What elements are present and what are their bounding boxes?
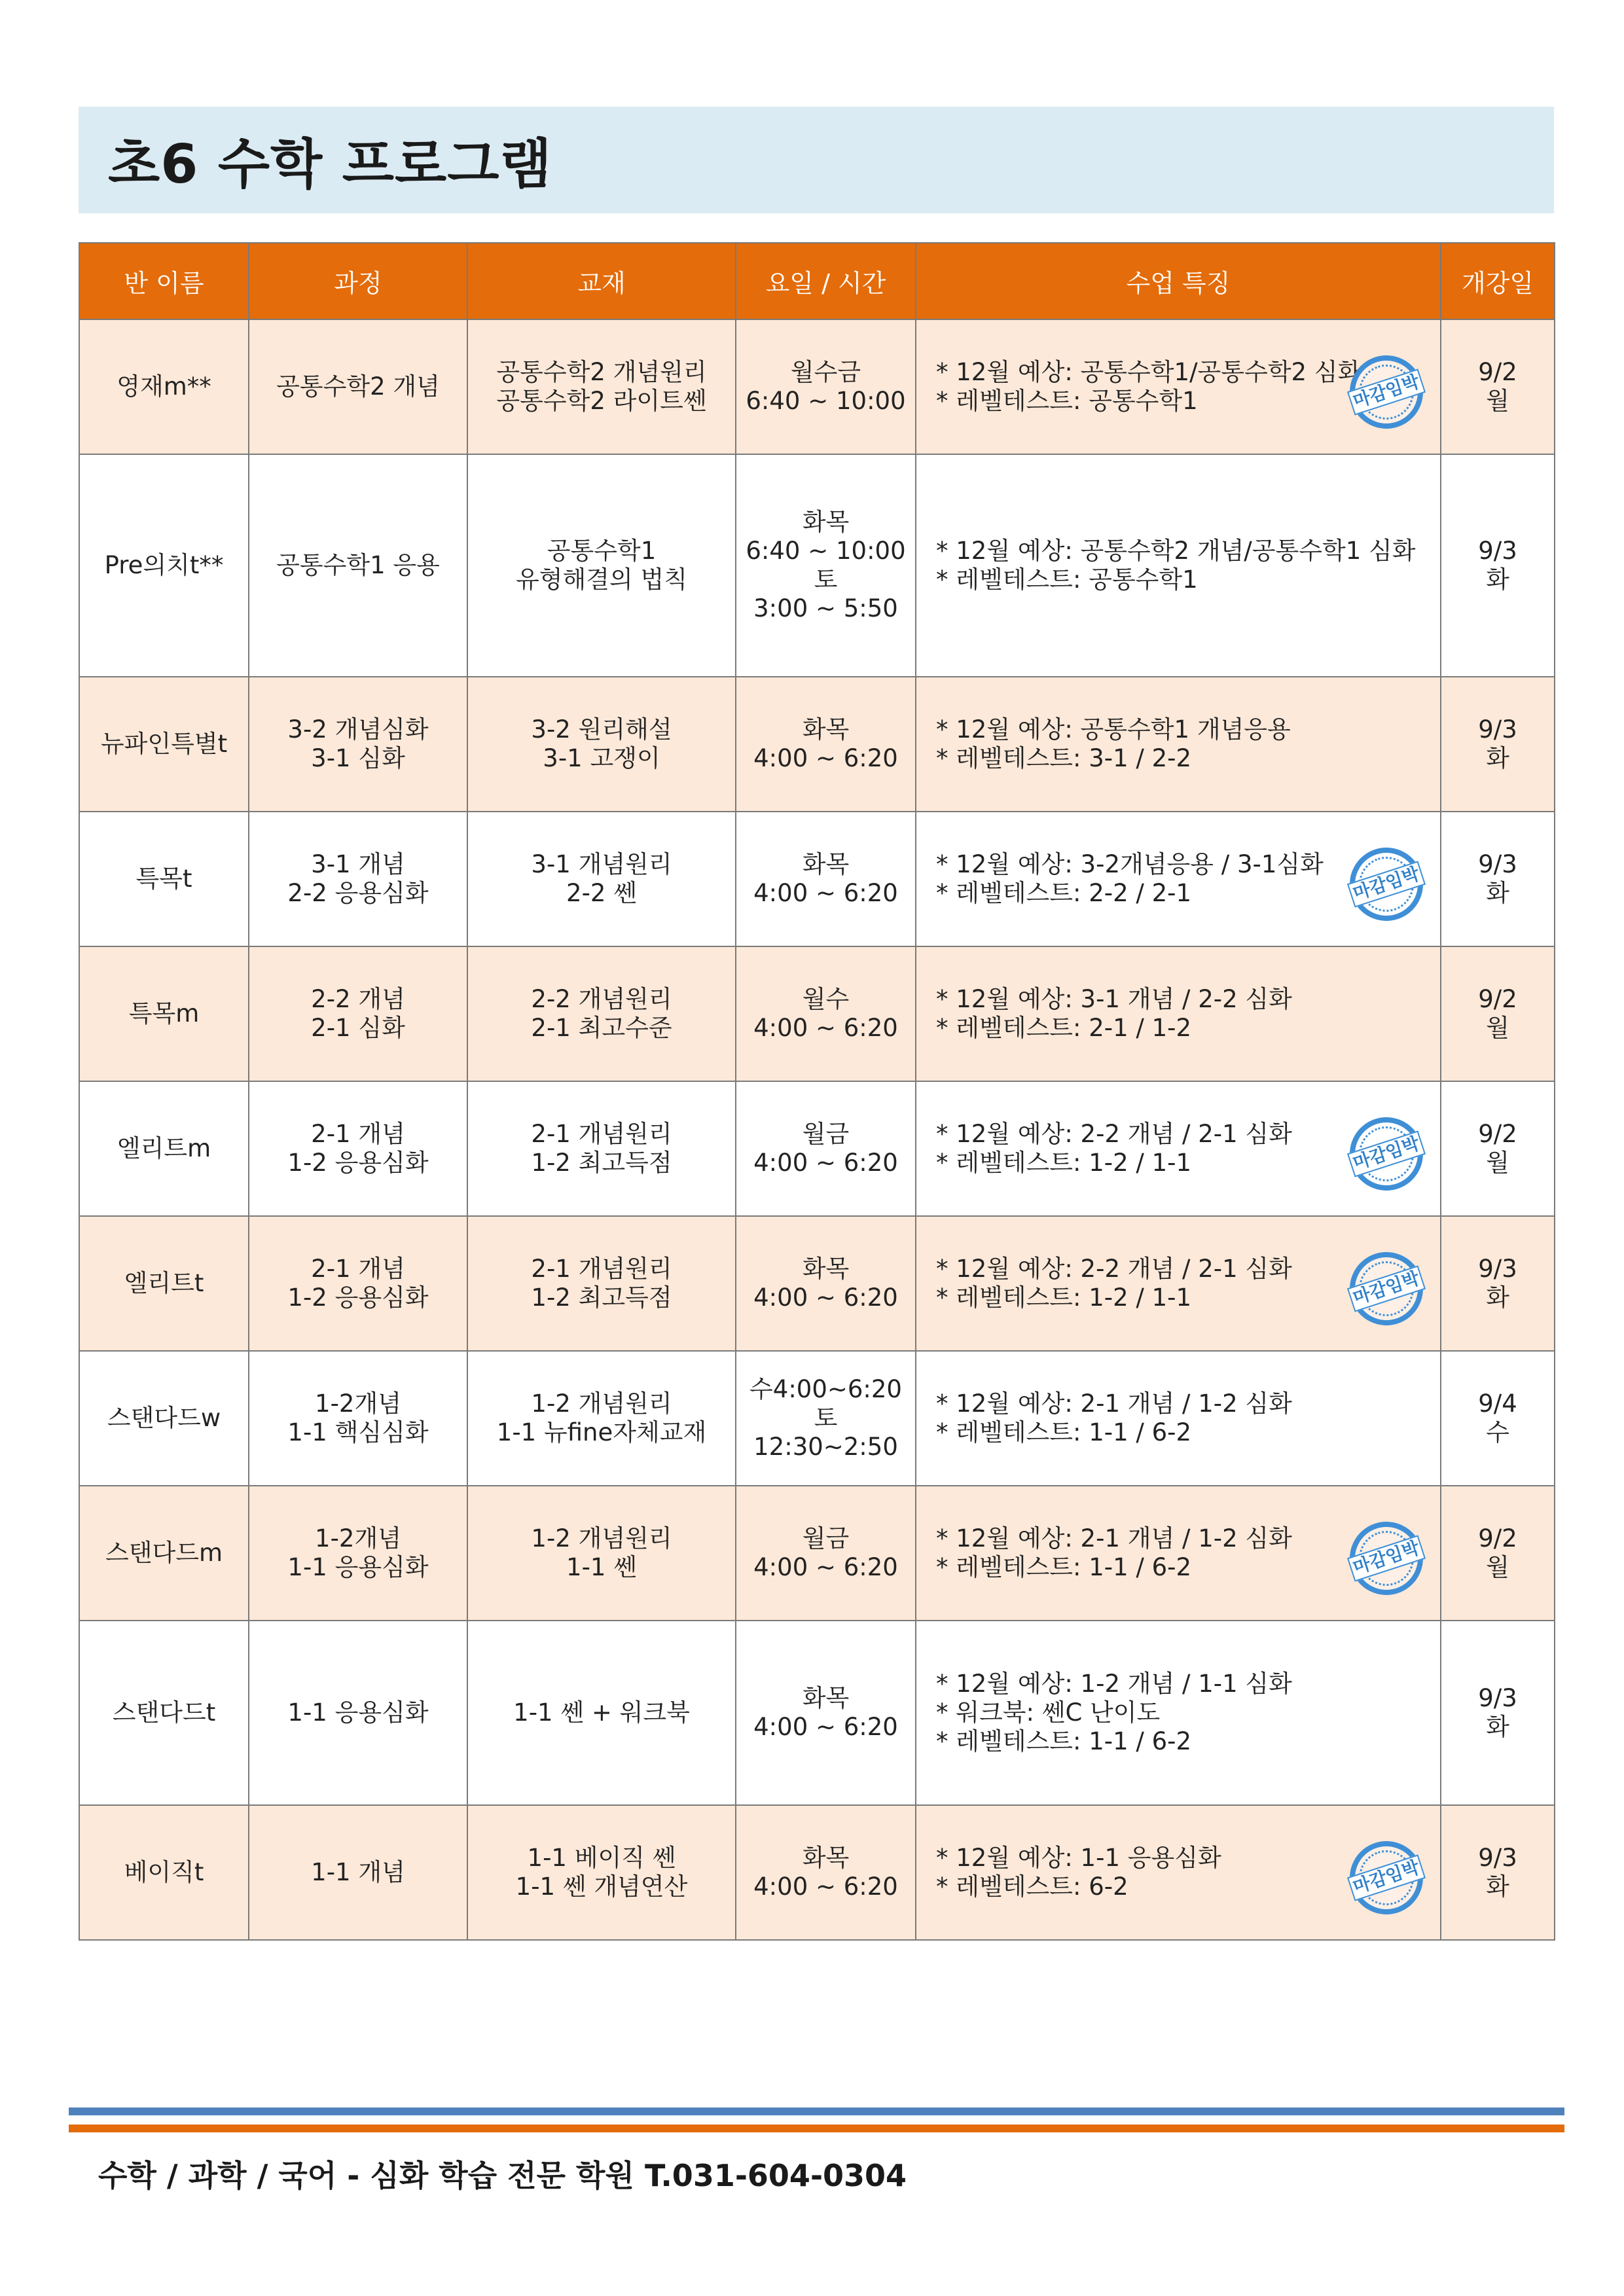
cell-schedule: 월금 4:00 ~ 6:20 <box>736 1486 916 1621</box>
cell-start-date: 9/3 화 <box>1441 1621 1555 1805</box>
header-features: 수업 특징 <box>916 243 1441 319</box>
cell-features: * 12월 예상: 2-1 개념 / 1-2 심화 * 레벨테스트: 1-1 / 6-2 <box>916 1351 1441 1486</box>
closing-soon-stamp <box>1340 1242 1432 1335</box>
cell-textbook: 3-2 원리해설 3-1 고쟁이 <box>467 677 736 812</box>
table-row <box>79 1621 1555 1805</box>
cell-start-date: 9/2 월 <box>1441 1081 1555 1216</box>
cell-features: * 12월 예상: 1-1 응용심화 * 레벨테스트: 6-2 마감임박 <box>916 1805 1441 1940</box>
footer-divider-blue <box>69 2108 1564 2115</box>
cell-start-date: 9/3 화 <box>1441 812 1555 946</box>
table-row <box>79 1216 1555 1351</box>
cell-course: 1-1 개념 <box>249 1805 467 1940</box>
cell-course: 2-2 개념 2-1 심화 <box>249 946 467 1081</box>
cell-start-date: 9/2 월 <box>1441 946 1555 1081</box>
cell-class-name: 베이직t <box>79 1805 249 1940</box>
cell-textbook: 공통수학2 개념원리 공통수학2 라이트쎈 <box>467 319 736 454</box>
cell-class-name: 스탠다드t <box>79 1621 249 1805</box>
cell-schedule: 월수금 6:40 ~ 10:00 <box>736 319 916 454</box>
cell-features: * 12월 예상: 3-1 개념 / 2-2 심화 * 레벨테스트: 2-1 / 1-2 <box>916 946 1441 1081</box>
header-schedule: 요일 / 시간 <box>736 243 916 319</box>
cell-textbook: 2-2 개념원리 2-1 최고수준 <box>467 946 736 1081</box>
table-row <box>79 454 1555 677</box>
cell-start-date: 9/4 수 <box>1441 1351 1555 1486</box>
cell-schedule: 화목 4:00 ~ 6:20 <box>736 1621 916 1805</box>
header-course: 과정 <box>249 243 467 319</box>
table-row <box>79 319 1555 454</box>
table-row <box>79 1486 1555 1621</box>
cell-features: * 12월 예상: 공통수학1 개념응용 * 레벨테스트: 3-1 / 2-2 <box>916 677 1441 812</box>
cell-start-date: 9/3 화 <box>1441 454 1555 677</box>
cell-class-name: 엘리트m <box>79 1081 249 1216</box>
cell-course: 공통수학2 개념 <box>249 319 467 454</box>
table-header-row <box>79 243 1555 319</box>
cell-features: * 12월 예상: 1-2 개념 / 1-1 심화 * 워크북: 쎈C 난이도 * 레벨테스트: 1-1 / 6-2 <box>916 1621 1441 1805</box>
cell-textbook: 1-1 쎈 + 워크북 <box>467 1621 736 1805</box>
table-row <box>79 677 1555 812</box>
cell-textbook: 1-1 베이직 쎈 1-1 쎈 개념연산 <box>467 1805 736 1940</box>
cell-class-name: 영재m** <box>79 319 249 454</box>
program-table <box>79 242 1555 1941</box>
footer-divider-orange <box>69 2125 1564 2132</box>
header-start-date: 개강일 <box>1441 243 1555 319</box>
stamp-label: 마감임박 <box>1347 1130 1426 1177</box>
cell-textbook: 2-1 개념원리 1-2 최고득점 <box>467 1216 736 1351</box>
cell-features: * 12월 예상: 공통수학1/공통수학2 심화 * 레벨테스트: 공통수학1 마감임박 <box>916 319 1441 454</box>
cell-schedule: 화목 4:00 ~ 6:20 <box>736 812 916 946</box>
cell-schedule: 화목 4:00 ~ 6:20 <box>736 677 916 812</box>
cell-start-date: 9/2 월 <box>1441 319 1555 454</box>
cell-start-date: 9/2 월 <box>1441 1486 1555 1621</box>
cell-schedule: 월금 4:00 ~ 6:20 <box>736 1081 916 1216</box>
cell-textbook: 1-2 개념원리 1-1 뉴fine자체교재 <box>467 1351 736 1486</box>
stamp-label: 마감임박 <box>1347 368 1426 415</box>
table-row <box>79 1081 1555 1216</box>
cell-textbook: 2-1 개념원리 1-2 최고득점 <box>467 1081 736 1216</box>
cell-textbook: 3-1 개념원리 2-2 쎈 <box>467 812 736 946</box>
page-title: 초6 수학 프로그램 <box>108 134 552 196</box>
cell-class-name: Pre의치t** <box>79 454 249 677</box>
cell-class-name: 특목t <box>79 812 249 946</box>
stamp-label: 마감임박 <box>1347 861 1426 907</box>
cell-course: 공통수학1 응용 <box>249 454 467 677</box>
cell-schedule: 월수 4:00 ~ 6:20 <box>736 946 916 1081</box>
stamp-label: 마감임박 <box>1347 1265 1426 1312</box>
stamp-label: 마감임박 <box>1347 1854 1426 1901</box>
closing-soon-stamp <box>1340 346 1432 438</box>
cell-textbook: 공통수학1 유형해결의 법칙 <box>467 454 736 677</box>
cell-course: 1-2개념 1-1 응용심화 <box>249 1486 467 1621</box>
closing-soon-stamp <box>1340 838 1432 930</box>
cell-course: 1-1 응용심화 <box>249 1621 467 1805</box>
cell-class-name: 엘리트t <box>79 1216 249 1351</box>
cell-features: * 12월 예상: 3-2개념응용 / 3-1심화 * 레벨테스트: 2-2 / 2-1 마감임박 <box>916 812 1441 946</box>
title-banner <box>79 107 1554 213</box>
cell-features: * 12월 예상: 2-2 개념 / 2-1 심화 * 레벨테스트: 1-2 / 1-1 마감임박 <box>916 1081 1441 1216</box>
closing-soon-stamp <box>1340 1512 1432 1604</box>
cell-schedule: 화목 4:00 ~ 6:20 <box>736 1216 916 1351</box>
cell-schedule: 화목 6:40 ~ 10:00 토 3:00 ~ 5:50 <box>736 454 916 677</box>
cell-class-name: 스탠다드m <box>79 1486 249 1621</box>
table-row <box>79 1351 1555 1486</box>
cell-course: 2-1 개념 1-2 응용심화 <box>249 1081 467 1216</box>
cell-start-date: 9/3 화 <box>1441 1805 1555 1940</box>
header-class-name: 반 이름 <box>79 243 249 319</box>
table-row <box>79 946 1555 1081</box>
cell-class-name: 뉴파인특별t <box>79 677 249 812</box>
cell-course: 3-1 개념 2-2 응용심화 <box>249 812 467 946</box>
cell-start-date: 9/3 화 <box>1441 1216 1555 1351</box>
closing-soon-stamp <box>1340 1831 1432 1924</box>
cell-course: 1-2개념 1-1 핵심심화 <box>249 1351 467 1486</box>
closing-soon-stamp <box>1340 1107 1432 1200</box>
cell-course: 3-2 개념심화 3-1 심화 <box>249 677 467 812</box>
table-row <box>79 812 1555 946</box>
cell-features: * 12월 예상: 공통수학2 개념/공통수학1 심화 * 레벨테스트: 공통수학1 <box>916 454 1441 677</box>
footer-academy-info: 수학 / 과학 / 국어 - 심화 학습 전문 학원 T.031-604-0304 <box>98 2158 907 2193</box>
table-row <box>79 1805 1555 1940</box>
stamp-label: 마감임박 <box>1347 1535 1426 1581</box>
cell-class-name: 특목m <box>79 946 249 1081</box>
cell-schedule: 화목 4:00 ~ 6:20 <box>736 1805 916 1940</box>
header-textbook: 교재 <box>467 243 736 319</box>
cell-course: 2-1 개념 1-2 응용심화 <box>249 1216 467 1351</box>
cell-start-date: 9/3 화 <box>1441 677 1555 812</box>
cell-textbook: 1-2 개념원리 1-1 쎈 <box>467 1486 736 1621</box>
cell-schedule: 수4:00~6:20 토12:30~2:50 <box>736 1351 916 1486</box>
cell-class-name: 스탠다드w <box>79 1351 249 1486</box>
cell-features: * 12월 예상: 2-2 개념 / 2-1 심화 * 레벨테스트: 1-2 / 1-1 마감임박 <box>916 1216 1441 1351</box>
cell-features: * 12월 예상: 2-1 개념 / 1-2 심화 * 레벨테스트: 1-1 / 6-2 마감임박 <box>916 1486 1441 1621</box>
